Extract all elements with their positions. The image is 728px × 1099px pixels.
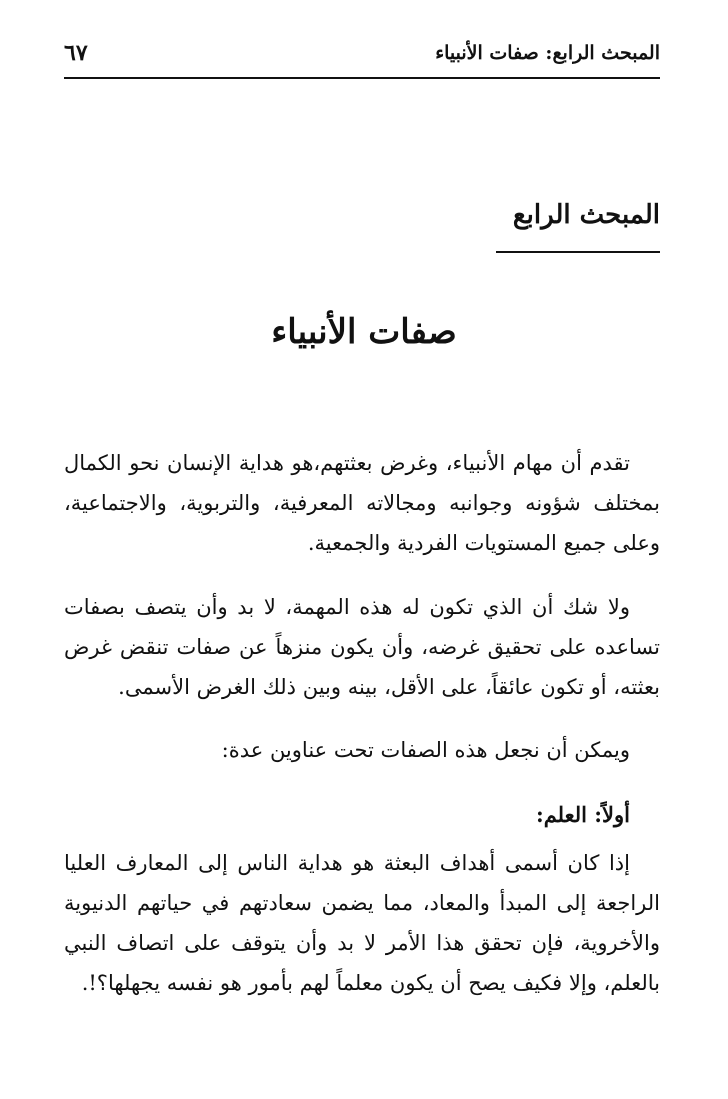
paragraph-headings-intro: ويمكن أن نجعل هذه الصفات تحت عناوين عدة: <box>221 738 630 762</box>
header-rule <box>64 77 660 79</box>
running-header <box>64 38 660 78</box>
running-title: المبحث الرابع: صفات الأنبياء <box>435 42 660 64</box>
subheading-knowledge: أولاً: العلم: <box>535 802 630 827</box>
paragraph-attributes: ولا شك أن الذي تكون له هذه المهمة، لا بد وأن يتصف بصفات تساعده على تحقيق غرضه، وأن يكون منزهاً عن صفات تنقض غرض بعثته، أو تكون عائقاً، على الأقل، بينه وبين ذلك الغرض الأسمى. <box>64 595 660 699</box>
paragraph-intro: تقدم أن مهام الأنبياء، وغرض بعثتهم،هو هداية الإنسان نحو الكمال بمختلف شؤونه وجوانبه ومجالاته المعرفية، والتربوية، والاجتماعية، وعلى جميع المستويات الفردية والجمعية. <box>64 451 660 555</box>
section-label: المبحث الرابع <box>512 200 660 230</box>
paragraph-knowledge: إذا كان أسمى أهداف البعثة هو هداية الناس إلى المعارف العليا الراجعة إلى المبدأ والمعاد، مما يضمن سعادتهم في حياتهم الدنيوية والأخروية، فإن تحقق هذا الأمر لا بد وأن يتوقف على اتصاف النبي بالعلم، وإلا فكيف يصح أن يكون معلماً لهم بأمور هو نفسه يجهلها؟!. <box>64 851 660 995</box>
chapter-title: صفات الأنبياء <box>271 312 457 352</box>
section-label-underline <box>496 251 660 253</box>
page-number: ٦٧ <box>64 40 88 66</box>
